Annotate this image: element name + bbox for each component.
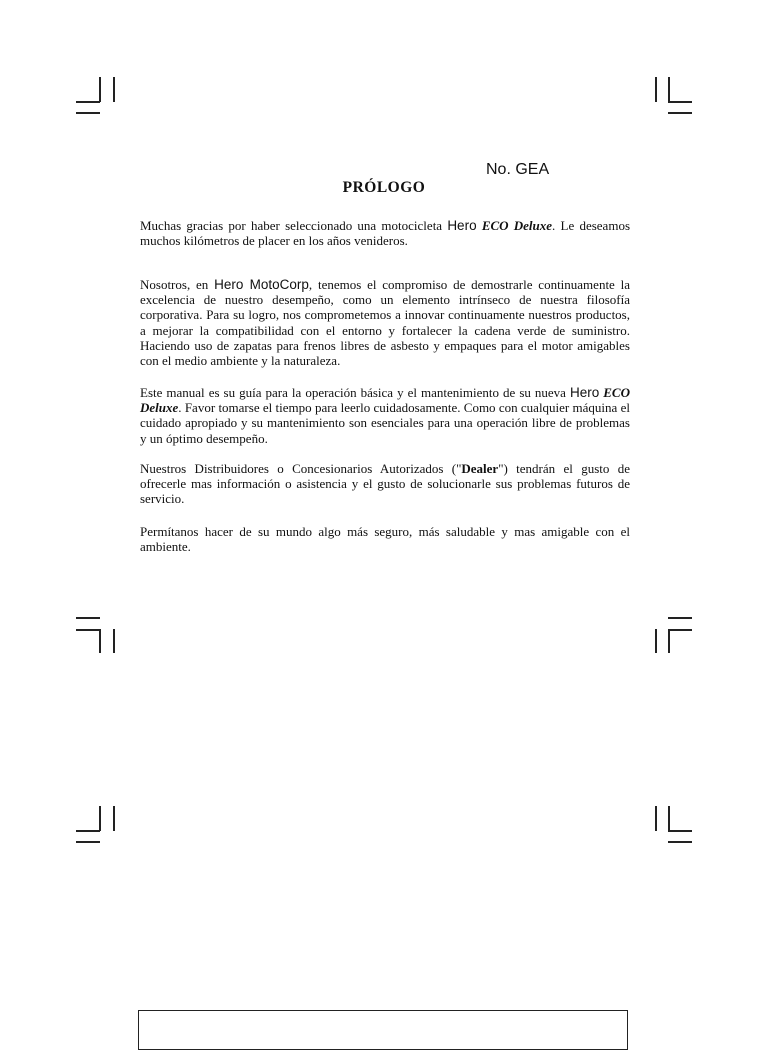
crop-mark-mid-right-v (668, 629, 670, 653)
crop-mark-low-right-v (668, 806, 670, 831)
crop-mark-top-right-v2 (655, 77, 657, 102)
p3-text-a: Este manual es su guía para la operación básica y el mantenimiento de su nueva (140, 385, 570, 400)
crop-mark-mid-left-h2 (76, 617, 100, 619)
crop-mark-mid-right-h (668, 629, 692, 631)
p1-text-a: Muchas gracias por haber seleccionado una motocicleta (140, 218, 448, 233)
crop-mark-top-left-h (76, 101, 100, 103)
paragraph-thanks (140, 218, 630, 248)
crop-mark-low-left-h (76, 830, 100, 832)
p2-text-b: , tenemos el compromiso de demostrarle continuamente la excelencia de nuestro desempeño, como un elemento intrínseco de nuestra filosofía corporativa. Para su logro, nos comprometemos a innovar continuamente nuestros productos, a mejorar la compatibilidad con el entorno y fortalecer la cadena verde de suministro. Haciendo uso de zapatas para frenos libres de asbesto y empaques para el motor amigables con el medio ambiente y la naturaleza. (140, 277, 631, 369)
crop-mark-mid-left-h (76, 629, 100, 631)
crop-mark-top-left-v2 (113, 77, 115, 102)
crop-mark-low-right-h (668, 830, 692, 832)
p5-text: Permítanos hacer de su mundo algo más seguro, más saludable y mas amigable con el ambiente. (140, 524, 630, 555)
p4-text-a: Nuestros Distribuidores o Concesionarios Autorizados (" (140, 461, 462, 476)
p3-model: ECO Deluxe (140, 385, 630, 416)
crop-mark-top-right-h (668, 101, 692, 103)
crop-mark-low-right-v2 (655, 806, 657, 831)
p1-brand: Hero (447, 218, 477, 233)
crop-mark-low-left-v2 (113, 806, 115, 831)
crop-mark-mid-left-v2 (113, 629, 115, 653)
crop-mark-top-right-h2 (668, 112, 692, 114)
crop-mark-top-left-h2 (76, 112, 100, 114)
crop-mark-top-left-v (99, 77, 101, 102)
p1-text-b: . Le deseamos muchos kilómetros de placer en los años venideros. (140, 218, 631, 249)
crop-mark-low-right-h2 (668, 841, 692, 843)
crop-mark-mid-left-v (99, 629, 101, 653)
page-title: PRÓLOGO (342, 179, 426, 196)
crop-mark-top-right-v (668, 77, 670, 102)
paragraph-dealers (140, 461, 630, 507)
p1-model: ECO Deluxe (481, 218, 553, 233)
crop-mark-low-left-v (99, 806, 101, 831)
document-number: No. GEA (486, 161, 550, 178)
paragraph-commitment (140, 277, 630, 368)
paragraph-manual-guide (140, 385, 630, 446)
footer-box (138, 1010, 628, 1050)
p4-text-b: ") tendrán el gusto de ofrecerle mas información o asistencia y el gusto de solucionarle sus problemas futuros de servicio. (140, 461, 630, 507)
p2-text-a: Nosotros, en (140, 277, 215, 292)
crop-mark-low-left-h2 (76, 841, 100, 843)
paragraph-closing (140, 524, 630, 554)
p4-dealer: Dealer (461, 461, 499, 476)
crop-mark-mid-right-v2 (655, 629, 657, 653)
p3-brand: Hero (569, 385, 600, 400)
crop-mark-mid-right-h2 (668, 617, 692, 619)
p2-company: Hero MotoCorp (214, 277, 309, 292)
p3-text-b: . Favor tomarse el tiempo para leerlo cuidadosamente. Como con cualquier máquina el cuidado apropiado y su mantenimiento son esenciales para una operación libre de problemas y un óptimo desempeño. (140, 400, 630, 446)
